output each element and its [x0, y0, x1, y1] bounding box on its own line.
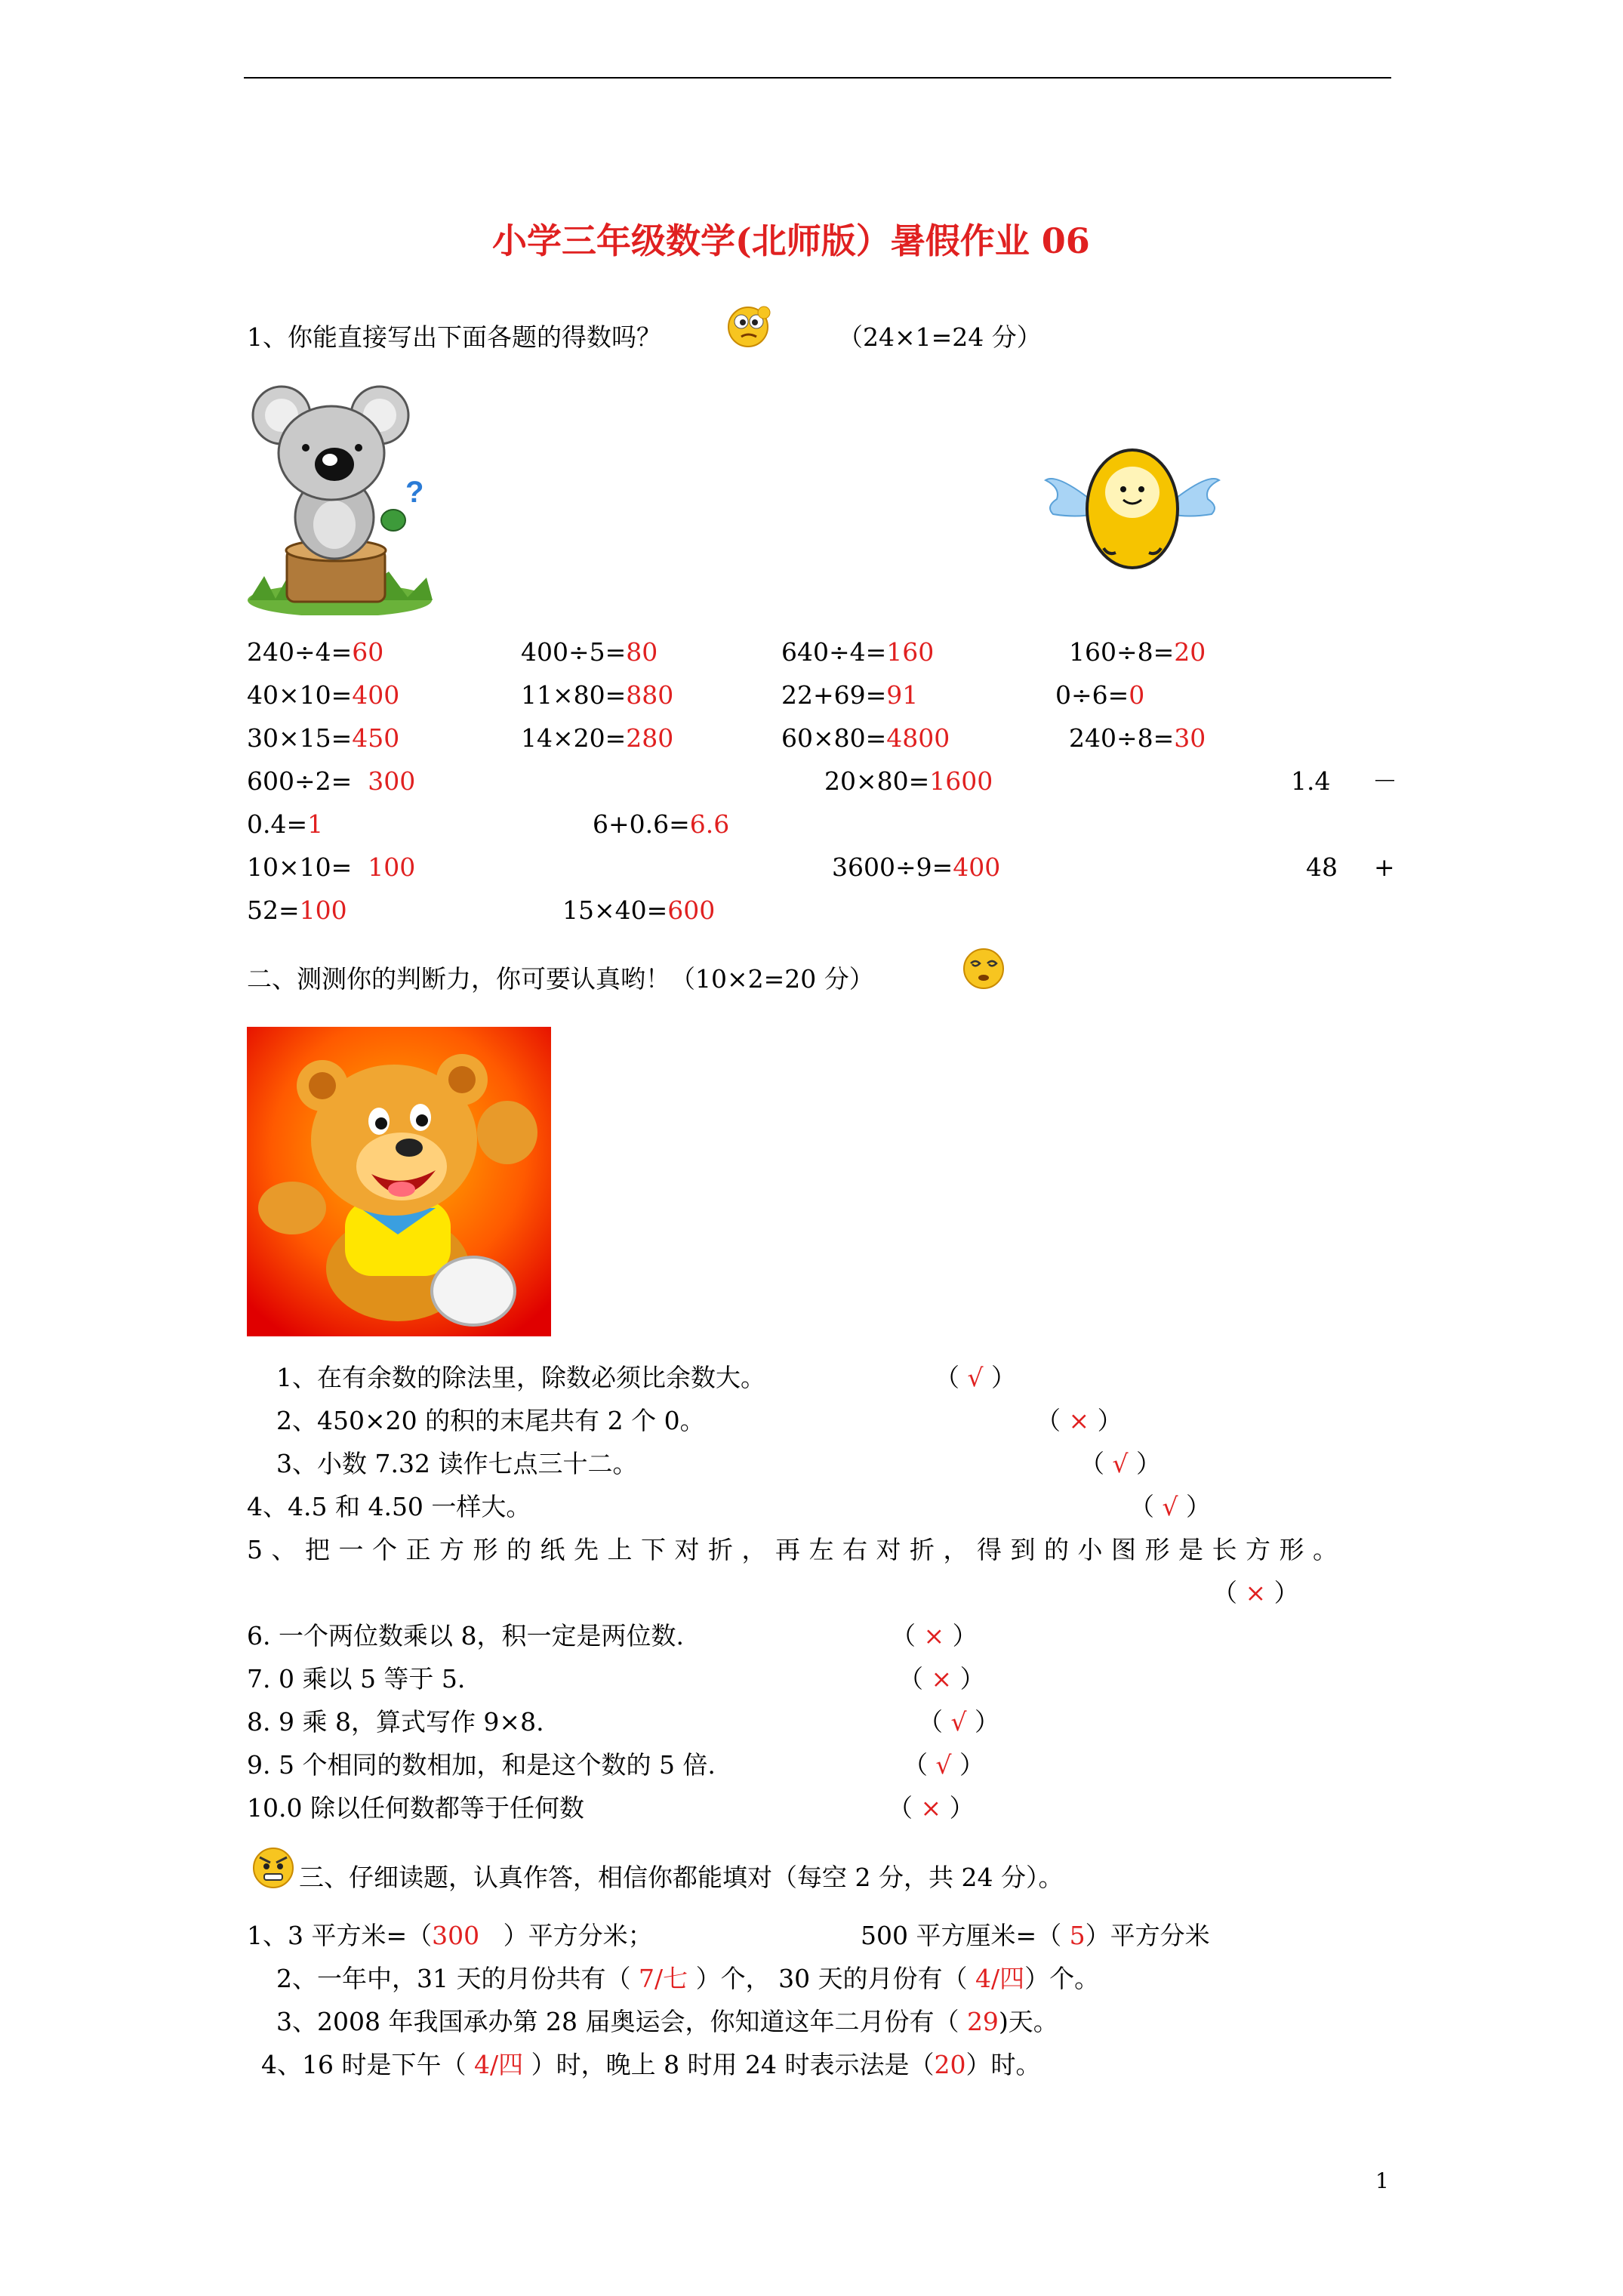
- judge-answer-7: （ × ）: [898, 1664, 985, 1693]
- calc-question: 40×10=: [247, 680, 353, 710]
- judge-item-7: 7. 0 乘以 5 等于 5.: [247, 1664, 466, 1693]
- calc-question: 0÷6=: [1055, 680, 1129, 710]
- judge-answer-2: （ × ）: [1036, 1406, 1123, 1435]
- judge-item-2: 2、450×20 的积的末尾共有 2 个 0。: [276, 1406, 705, 1435]
- judge-item-1: 1、在有余数的除法里，除数必须比余数大。: [276, 1363, 765, 1392]
- calc-cell: 15×40=600: [562, 895, 716, 925]
- bear-illustration: [247, 1027, 551, 1336]
- judge-answer-3: （ √ ）: [1079, 1449, 1162, 1478]
- judge-item-8: 8. 9 乘 8，算式写作 9×8.: [247, 1707, 544, 1737]
- dizzy-emoji-icon: [959, 944, 1009, 991]
- calc-cell: [781, 680, 919, 710]
- calc-question: 30×15=: [247, 723, 353, 753]
- section3-heading: 三、仔细读题，认真作答，相信你都能填对（每空 2 分，共 24 分）。: [299, 1863, 1064, 1892]
- calc-answer: 30: [1174, 723, 1206, 753]
- judge-answer-8: （ √ ）: [918, 1707, 1000, 1737]
- judge-item-6: 6. 一个两位数乘以 8，积一定是两位数.: [247, 1621, 684, 1650]
- winged-egg-illustration: [1042, 427, 1223, 578]
- judge-answer-10: （ × ）: [888, 1793, 975, 1823]
- calc-cell: 20×80=1600: [824, 766, 993, 796]
- judge-answer-4: （ √ ）: [1129, 1492, 1212, 1521]
- calc-answer: 4800: [886, 723, 950, 753]
- calc-question: 22+69=: [781, 680, 887, 710]
- calc-question: 11×80=: [521, 680, 627, 710]
- page-title: 小学三年级数学(北师版）暑假作业 06: [492, 220, 1090, 261]
- calc-cell: 6+0.6=6.6: [593, 809, 730, 839]
- thinking-emoji-icon: [723, 302, 773, 349]
- calc-cell: [521, 680, 674, 710]
- section1-score: （24×1=24 分）: [838, 322, 1042, 352]
- calc-cell: [1069, 637, 1206, 667]
- header-rule: [244, 77, 1391, 79]
- calc-fragment: －: [1372, 766, 1397, 796]
- calc-cell: 10×10= 100: [247, 852, 416, 882]
- judge-answer-9: （ √ ）: [903, 1750, 985, 1780]
- calc-fragment: 1.4: [1291, 766, 1331, 796]
- judge-item-9: 9. 5 个相同的数相加，和是这个数的 5 倍.: [247, 1750, 716, 1780]
- calc-cell: 0.4=1: [247, 809, 324, 839]
- fill-item-1a: 1、3 平方米=（300 ）平方分米；: [247, 1921, 653, 1950]
- calc-question: 60×80=: [781, 723, 887, 753]
- calc-answer: 91: [886, 680, 919, 710]
- calc-answer: 0: [1129, 680, 1145, 710]
- calc-cell: 52=100: [247, 895, 347, 925]
- judge-answer-1: （ √ ）: [935, 1363, 1017, 1392]
- koala-illustration: [245, 374, 434, 615]
- calc-answer: 400: [352, 680, 400, 710]
- calc-cell: [781, 637, 935, 667]
- calc-cell: [521, 723, 674, 753]
- fill-item-2: 2、一年中，31 天的月份共有（ 7/七 ）个， 30 天的月份有（ 4/四）个。: [276, 1964, 1100, 1993]
- calc-question: 400÷5=: [521, 637, 627, 667]
- calc-cell: [1069, 723, 1206, 753]
- calc-cell: [781, 723, 950, 753]
- angry-emoji-icon: [249, 1842, 297, 1891]
- calc-fragment: 48: [1306, 852, 1338, 882]
- calc-cell: [1055, 680, 1145, 710]
- judge-answer-6: （ × ）: [891, 1621, 978, 1650]
- calc-answer: 280: [626, 723, 674, 753]
- calc-question: 640÷4=: [781, 637, 887, 667]
- calc-cell: [247, 680, 400, 710]
- calc-question: 14×20=: [521, 723, 627, 753]
- calc-answer: 80: [626, 637, 658, 667]
- calc-cell: 3600÷9=400: [832, 852, 1001, 882]
- judge-item-10: 10.0 除以任何数都等于任何数: [247, 1793, 584, 1823]
- calc-question: 240÷4=: [247, 637, 353, 667]
- fill-item-4: 4、16 时是下午（ 4/四 ）时，晚上 8 时用 24 时表示法是（20）时。: [261, 2050, 1041, 2079]
- fill-item-3: 3、2008 年我国承办第 28 届奥运会，你知道这年二月份有（ 29)天。: [276, 2007, 1058, 2036]
- calc-answer: 160: [886, 637, 935, 667]
- judge-answer-5: （ × ）: [1212, 1578, 1299, 1607]
- calc-cell: 600÷2= 300: [247, 766, 416, 796]
- calc-answer: 450: [352, 723, 400, 753]
- calc-answer: 60: [352, 637, 384, 667]
- section2-heading: 二、测测你的判断力，你可要认真哟！（10×2=20 分）: [247, 964, 874, 994]
- judge-item-5: 5、把一个正方形的纸先上下对折，再左右对折，得到的小图形是长方形。: [247, 1535, 1347, 1564]
- judge-item-3: 3、小数 7.32 读作七点三十二。: [276, 1449, 638, 1478]
- page-number: 1: [1375, 2168, 1389, 2193]
- calc-answer: 20: [1174, 637, 1206, 667]
- judge-item-4: 4、4.5 和 4.50 一样大。: [247, 1492, 531, 1521]
- calc-fragment: +: [1374, 852, 1395, 882]
- calc-cell: [247, 723, 400, 753]
- svg-text:?: ?: [405, 476, 424, 509]
- fill-item-1b: 500 平方厘米=（ 5）平方分米: [861, 1921, 1210, 1950]
- calc-question: 160÷8=: [1069, 637, 1175, 667]
- calc-answer: 880: [626, 680, 674, 710]
- calc-question: 240÷8=: [1069, 723, 1175, 753]
- calc-row-1: [247, 637, 384, 667]
- section1-heading: 1、你能直接写出下面各题的得数吗？: [247, 322, 661, 352]
- calc-cell: [521, 637, 658, 667]
